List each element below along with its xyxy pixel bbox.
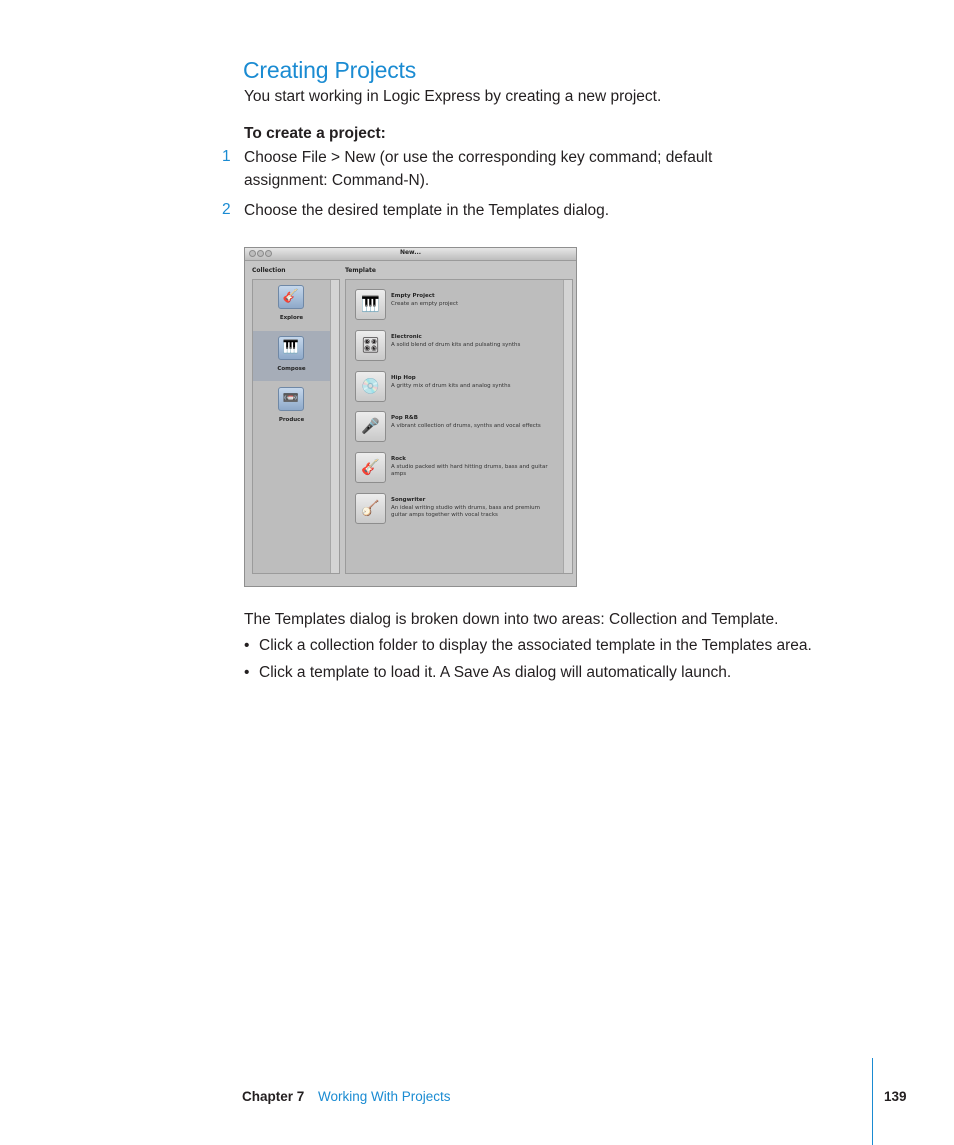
microphone-icon: 🎤: [355, 411, 386, 442]
template-description: A solid blend of drum kits and pulsating synths: [391, 342, 521, 348]
acoustic-guitar-icon: 🪕: [355, 493, 386, 524]
template-description: A gritty mix of drum kits and analog synths: [391, 383, 511, 389]
dialog-title: New...: [399, 249, 422, 256]
template-item-songwriter[interactable]: [355, 493, 560, 529]
bullet-item: [244, 637, 812, 655]
page-number: 139: [884, 1089, 907, 1104]
step-number: 2: [222, 201, 231, 218]
dialog-titlebar: [245, 248, 576, 261]
footer-chapter: Chapter 7: [242, 1089, 305, 1104]
footer-divider: [872, 1058, 873, 1145]
bullet-icon: •: [244, 637, 250, 654]
step-number: 1: [222, 148, 231, 165]
collection-label-text: Explore: [279, 315, 304, 321]
step-text: Choose the desired template in the Templates dialog.: [244, 202, 610, 219]
summary-text: The Templates dialog is broken down into two areas: Collection and Template.: [244, 611, 779, 628]
electric-guitar-icon: 🎸: [355, 452, 386, 483]
footer-chapter-title[interactable]: Working With Projects: [318, 1089, 451, 1104]
template-description: A studio packed with hard hitting drums, bass and guitar amps: [391, 464, 548, 477]
tape-recorder-icon: 📼: [278, 387, 304, 411]
turntable-icon: 💿: [355, 371, 386, 402]
collection-scrollbar[interactable]: [330, 280, 339, 573]
template-name: Rock: [391, 456, 406, 462]
bullet-text: Click a collection folder to display the associated template in the Templates area.: [259, 637, 812, 654]
template-item-hip-hop[interactable]: [355, 371, 560, 407]
collection-label-text: Produce: [278, 417, 305, 423]
collection-label: Collection: [252, 267, 286, 274]
template-item-rock[interactable]: [355, 452, 560, 488]
bullet-text: Click a template to load it. A Save As dialog will automatically launch.: [259, 664, 732, 681]
template-item-electronic[interactable]: [355, 330, 560, 366]
collection-label-text: Compose: [277, 366, 306, 372]
template-list: [345, 279, 573, 574]
section-title: Creating Projects: [243, 57, 417, 83]
template-item-pop-rnb[interactable]: [355, 411, 560, 447]
collection-item-explore[interactable]: [253, 280, 330, 330]
new-project-dialog: [244, 247, 577, 587]
template-item-empty-project[interactable]: [355, 289, 560, 325]
task-heading: To create a project:: [244, 125, 386, 142]
template-name: Pop R&B: [391, 415, 418, 421]
template-description: An ideal writing studio with drums, bass and premium guitar amps together with vocal tracks: [391, 505, 540, 518]
step-text: Choose File > New (or use the corresponding key command; default assignment: Command-N).: [244, 149, 713, 189]
collection-item-compose[interactable]: [253, 331, 330, 381]
intro-text: You start working in Logic Express by creating a new project.: [244, 88, 662, 105]
guitar-icon: 🎸: [278, 285, 304, 309]
collection-list: [252, 279, 340, 574]
collection-item-produce[interactable]: [253, 382, 330, 432]
template-description: Create an empty project: [391, 301, 459, 307]
keyboard-icon: 🎹: [355, 289, 386, 320]
template-name: Hip Hop: [391, 375, 416, 381]
template-name: Electronic: [391, 334, 422, 340]
template-scrollbar[interactable]: [563, 280, 572, 573]
bullet-item: [244, 664, 731, 682]
template-name: Empty Project: [391, 293, 435, 299]
piano-icon: 🎹: [278, 336, 304, 360]
bullet-icon: •: [244, 664, 250, 681]
template-label: Template: [345, 267, 376, 274]
synth-icon: 🎛: [355, 330, 386, 361]
template-name: Songwriter: [391, 497, 426, 503]
template-description: A vibrant collection of drums, synths and vocal effects: [391, 423, 541, 429]
